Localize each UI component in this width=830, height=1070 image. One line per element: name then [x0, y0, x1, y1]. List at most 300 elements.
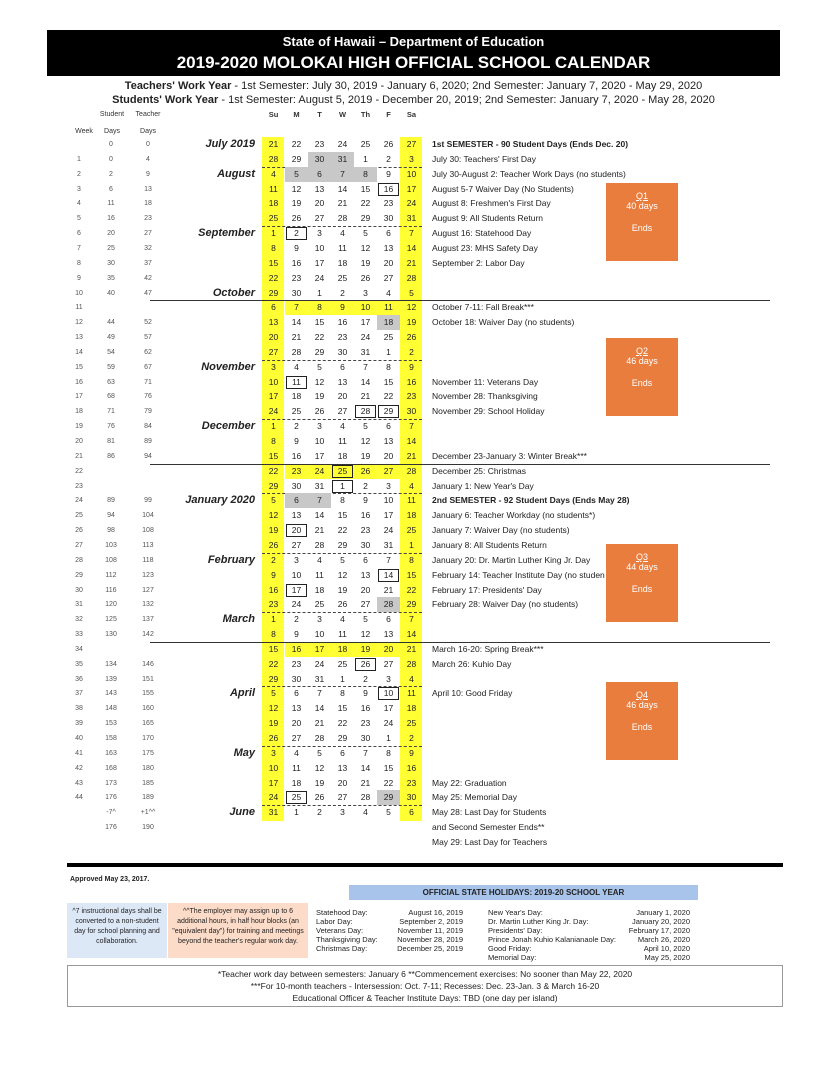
day-cell: 22	[406, 584, 417, 595]
day-cell: 17	[314, 257, 325, 268]
day-cell: 11	[315, 569, 324, 580]
event-text: 1st SEMESTER - 90 Student Days (Ends Dec. 20)	[432, 139, 629, 149]
student-days: 76	[107, 423, 115, 431]
day-cell: 10	[377, 686, 400, 701]
day-cell: 30	[308, 152, 331, 167]
student-days: 125	[105, 616, 117, 624]
calendar-row	[0, 360, 830, 375]
teacher-days: 142	[142, 631, 154, 639]
day-cell: 12	[406, 302, 417, 313]
department-title: State of Hawaii – Department of Education	[282, 34, 545, 49]
day-cell: 4	[294, 361, 299, 372]
day-cell: 2	[409, 346, 414, 357]
day-cell: 20	[291, 718, 302, 729]
day-cell: 18	[337, 450, 348, 461]
day-cell: 17	[383, 510, 394, 521]
day-cell: 22	[268, 272, 279, 283]
day-cell: 10	[314, 436, 325, 446]
day-cell: 30	[291, 287, 302, 298]
holiday-date: August 16, 2019	[408, 908, 463, 917]
quarter-ends: Ends	[631, 378, 653, 388]
students-work-year-text: - 1st Semester: August 5, 2019 - December 20, 2019; 2nd Semester: January 7, 2020 - May 28, 2020	[218, 94, 715, 106]
week-number: 1	[77, 155, 81, 163]
calendar-row	[0, 419, 830, 434]
day-cell: 16	[337, 317, 348, 328]
calendar-row	[0, 553, 830, 568]
teacher-days: 47	[144, 289, 152, 297]
event-text: February 17: Presidents' Day	[432, 584, 542, 595]
week-number: 10	[75, 289, 83, 297]
day-cell: 30	[291, 673, 302, 684]
day-cell: 26	[360, 272, 371, 283]
day-cell: 7	[386, 554, 391, 565]
day-cell: 3	[386, 673, 391, 684]
day-cell: 11	[292, 762, 301, 773]
day-cell: 13	[314, 183, 325, 194]
week-number: 17	[75, 393, 83, 401]
day-cell: 24	[360, 332, 371, 343]
day-cell: 3	[271, 361, 276, 372]
day-cell: 13	[268, 317, 279, 328]
day-header-5: F	[386, 110, 391, 119]
day-cell: 1	[317, 287, 322, 298]
student-days: 98	[107, 527, 115, 535]
week-number: 11	[75, 304, 83, 312]
day-cell: 9	[294, 436, 299, 446]
event-text: January 8: All Students Return	[432, 539, 547, 550]
quarter-days: 46 days	[626, 356, 658, 366]
day-cell: 14	[314, 510, 325, 521]
week-number: 18	[75, 408, 83, 416]
day-cell: 1	[386, 733, 391, 743]
teachers-work-year	[47, 79, 780, 93]
student-days: 94	[107, 512, 115, 520]
day-cell: 27	[291, 733, 302, 743]
day-cell: 8	[340, 495, 345, 506]
calendar-row	[0, 330, 830, 345]
day-cell: 19	[268, 718, 279, 729]
day-cell: 5	[317, 361, 322, 372]
event-text: May 28: Last Day for Students	[432, 807, 547, 818]
teacher-days: 76	[144, 393, 152, 401]
teacher-days: 190	[142, 824, 154, 832]
student-days: 153	[105, 720, 117, 728]
day-cell: 27	[268, 346, 279, 357]
day-cell: 2	[317, 807, 322, 818]
day-cell: 16	[285, 642, 308, 657]
day-cell: 7	[317, 688, 322, 699]
teacher-days: 170	[142, 735, 154, 742]
calendar-title: 2019-2020 MOLOKAI HIGH OFFICIAL SCHOOL CALENDAR	[176, 53, 651, 72]
day-cell: 28	[337, 213, 348, 224]
footnote-1: *Teacher work day between semesters: January 6 **Commencement exercises: No sooner than May 22, 2020	[217, 969, 633, 979]
holiday-date: November 28, 2019	[397, 935, 463, 944]
day-cell: 9	[271, 569, 276, 580]
quarter-divider	[150, 464, 770, 465]
calendar-row	[0, 256, 830, 271]
quarter-name: Q3	[635, 552, 648, 562]
quarter-ends: Ends	[631, 722, 653, 732]
day-cell: 7	[409, 614, 414, 625]
holiday-date: September 2, 2019	[399, 917, 463, 926]
teacher-days: 62	[144, 348, 152, 356]
day-cell: 13	[291, 510, 302, 521]
day-cell: 25	[360, 139, 371, 149]
note-equivalent-day: ^^The employer may assign up to 6 additional hours, in half hour blocks (an "equivalent day") for training and meetings beyond the teacher's regular work day.	[168, 903, 308, 958]
day-cell: 1	[271, 228, 276, 239]
quarter-box-4	[606, 682, 678, 760]
day-cell: 23	[291, 658, 302, 669]
day-cell: 27	[377, 464, 400, 479]
day-header-3: W	[338, 110, 347, 119]
week-number: 28	[75, 556, 83, 564]
day-cell: 8	[386, 361, 391, 372]
teacher-days: 99	[144, 497, 152, 505]
day-cell: 18	[291, 391, 302, 402]
week-number: 33	[75, 631, 83, 639]
teacher-days: 104	[142, 512, 154, 520]
student-days: 20	[107, 230, 115, 238]
day-cell: 23	[360, 525, 371, 536]
event-text: August 16: Statehood Day	[432, 228, 532, 239]
note-instructional-days: ^7 instructional days shall be converted to a non-student day for school planning and collaboration.	[67, 903, 167, 958]
day-cell: 6	[363, 554, 368, 565]
day-cell: 2	[363, 673, 368, 684]
day-cell: 11	[269, 183, 278, 194]
calendar-row	[0, 701, 830, 716]
day-cell: 16	[291, 257, 302, 268]
day-cell: 17	[360, 317, 371, 328]
day-cell: 23	[337, 332, 348, 343]
day-cell: 14	[337, 183, 348, 194]
day-cell: 27	[406, 139, 417, 149]
week-number: 38	[75, 705, 83, 713]
week-number: 20	[75, 438, 83, 445]
day-cell: 13	[360, 569, 371, 580]
teacher-days: 146	[142, 660, 154, 668]
day-cell: 26	[268, 539, 279, 550]
day-cell: 1	[340, 673, 345, 684]
teacher-days: 79	[144, 408, 152, 416]
week-number: 4	[77, 200, 81, 208]
day-cell: 14	[360, 762, 371, 773]
student-days: 163	[105, 749, 117, 757]
day-cell: 20	[268, 332, 279, 343]
day-cell: 2	[285, 226, 308, 241]
event-text: and Second Semester Ends**	[432, 822, 545, 833]
day-cell: 12	[291, 183, 302, 194]
day-cell: 11	[338, 629, 347, 640]
teacher-days-header	[128, 110, 168, 136]
event-text: January 20: Dr. Martin Luther King Jr. Day	[432, 554, 591, 565]
day-cell: 15	[268, 257, 279, 268]
day-cell: 17	[268, 777, 279, 788]
day-cell: 27	[337, 406, 348, 417]
teacher-days: 151	[142, 675, 154, 683]
day-cell: 24	[314, 272, 325, 283]
day-cell: 15	[383, 376, 394, 387]
day-cell: 12	[314, 376, 325, 387]
holiday-name: New Year's Day:	[488, 908, 543, 917]
day-cell: 22	[383, 777, 394, 788]
day-cell: 20	[383, 450, 394, 461]
week-number: 14	[75, 348, 83, 356]
day-cell: 24	[268, 792, 279, 803]
event-text: July 30-August 2: Teacher Work Days (no students)	[432, 168, 626, 179]
day-cell: 12	[360, 629, 371, 640]
day-cell: 29	[337, 539, 348, 550]
holidays-title: OFFICIAL STATE HOLIDAYS: 2019-20 SCHOOL YEAR	[349, 885, 698, 900]
day-cell: 11	[285, 375, 308, 390]
day-cell: 24	[383, 718, 394, 729]
teacher-days: 37	[144, 259, 152, 267]
calendar-row	[0, 286, 830, 301]
day-cell: 25	[291, 406, 302, 417]
day-cell: 26	[354, 464, 377, 479]
day-cell: 25	[406, 525, 417, 536]
week-number: 21	[75, 452, 83, 460]
day-cell: 12	[337, 569, 348, 580]
week-number: 30	[75, 586, 83, 594]
week-number: 36	[75, 675, 83, 683]
day-cell: 27	[383, 272, 394, 283]
week-number: 12	[75, 319, 83, 327]
calendar-row	[0, 196, 830, 211]
quarter-divider	[150, 642, 770, 643]
teacher-days: 155	[142, 690, 154, 698]
teacher-days: 84	[144, 423, 152, 431]
student-days: 89	[107, 497, 115, 505]
quarter-name: Q1	[635, 191, 648, 201]
holiday-name: Good Friday:	[488, 944, 532, 953]
teacher-days: 57	[144, 334, 152, 342]
day-cell: 16	[360, 703, 371, 714]
calendar-row	[0, 790, 830, 805]
calendar-row	[0, 523, 830, 538]
student-days: 25	[107, 244, 115, 252]
calendar-row	[0, 508, 830, 523]
title-banner	[47, 30, 780, 76]
student-days: 44	[107, 319, 115, 327]
day-cell: 7	[363, 747, 368, 758]
calendar-row	[0, 300, 830, 315]
day-cell: 15	[337, 703, 348, 714]
calendar-row	[0, 568, 830, 583]
calendar-row	[0, 820, 830, 835]
teacher-days: 175	[142, 749, 154, 757]
event-text: July 30: Teachers' First Day	[432, 153, 536, 164]
footnotes	[67, 965, 783, 1007]
day-cell: 25	[383, 332, 394, 343]
day-cell: 9	[294, 629, 299, 640]
day-cell: 21	[337, 198, 348, 209]
month-label: October	[212, 286, 255, 299]
day-cell: 20	[337, 777, 348, 788]
day-cell: 4	[271, 168, 276, 179]
event-text: October 18: Waiver Day (no students)	[432, 317, 575, 328]
day-cell: 17	[406, 183, 417, 194]
day-cell: 8	[354, 167, 377, 182]
event-text: November 28: Thanksgiving	[432, 391, 538, 402]
day-cell: 17	[268, 391, 279, 402]
calendar-row	[0, 612, 830, 627]
day-cell: 31	[314, 673, 325, 684]
day-cell: 1	[409, 539, 414, 550]
day-cell: 22	[268, 465, 279, 476]
calendar-row	[0, 226, 830, 241]
event-text: January 7: Waiver Day (no students)	[432, 525, 570, 536]
day-cell: 27	[360, 599, 371, 610]
teacher-days: 132	[142, 601, 154, 609]
day-cell: 18	[268, 198, 279, 209]
day-cell: 10	[291, 569, 302, 580]
student-days: 108	[105, 556, 117, 564]
student-days: 120	[105, 601, 117, 609]
week-number: 3	[77, 185, 81, 193]
week-number: 25	[75, 512, 83, 520]
day-cell: 13	[383, 629, 394, 640]
day-cell: 25	[268, 213, 279, 224]
calendar-row	[0, 657, 830, 672]
day-cell: 3	[317, 614, 322, 625]
event-text: March 26: Kuhio Day	[432, 658, 512, 669]
day-cell: 11	[377, 300, 400, 315]
day-cell: 24	[314, 658, 325, 669]
day-cell: 17	[314, 450, 325, 461]
day-cell: 16	[377, 182, 400, 197]
holiday-date: November 11, 2019	[397, 926, 463, 935]
day-cell: 25	[406, 718, 417, 729]
week-number: 37	[75, 690, 83, 698]
day-cell: 26	[268, 733, 279, 743]
calendar-row	[0, 389, 830, 404]
day-cell: 5	[340, 554, 345, 565]
day-cell: 24	[268, 406, 279, 417]
calendar-row	[0, 211, 830, 226]
event-text: May 29: Last Day for Teachers	[432, 836, 548, 847]
day-cell: 12	[360, 242, 371, 253]
month-label: December	[201, 420, 255, 433]
day-cell: 12	[360, 436, 371, 446]
day-cell: 6	[308, 167, 331, 182]
day-cell: 22	[268, 658, 279, 669]
day-cell: 21	[406, 643, 417, 654]
student-days: 6	[109, 185, 113, 193]
day-cell: 2	[340, 287, 345, 298]
day-cell: 20	[285, 523, 308, 538]
student-days: 130	[105, 631, 117, 639]
day-cell: 19	[337, 584, 348, 595]
day-cell: 15	[268, 450, 279, 461]
teacher-days: 113	[142, 541, 154, 549]
day-cell: 5	[363, 614, 368, 625]
event-text: January 1: New Year's Day	[432, 480, 534, 491]
day-cell: 11	[407, 495, 416, 506]
day-header-4: Th	[360, 110, 371, 119]
event-text: December 25: Christmas	[432, 465, 527, 476]
week-number: 13	[75, 334, 83, 342]
day-cell: 22	[383, 391, 394, 402]
day-cell: 1	[386, 346, 391, 357]
day-cell: 13	[291, 703, 302, 714]
teacher-days: 18	[144, 200, 152, 208]
student-days: 16	[107, 215, 115, 223]
students-work-year-label: Students' Work Year	[112, 94, 219, 106]
calendar-row	[0, 375, 830, 390]
day-header-1: M	[293, 110, 300, 119]
day-cell: 24	[383, 525, 394, 536]
day-cell: 8	[271, 436, 276, 446]
month-label: January 2020	[185, 494, 255, 507]
day-cell: 28	[406, 465, 417, 476]
calendar-row	[0, 761, 830, 776]
day-cell: 18	[377, 315, 400, 330]
day-cell: 14	[406, 629, 417, 640]
week-number: 40	[75, 735, 83, 742]
calendar-row	[0, 583, 830, 598]
day-cell: 20	[314, 198, 325, 209]
day-cell: 2	[363, 480, 368, 491]
day-cell: 17	[285, 583, 308, 598]
day-cell: 26	[354, 657, 377, 672]
day-cell: 10	[314, 242, 325, 253]
calendar-row	[0, 642, 830, 657]
student-days: 86	[107, 452, 115, 460]
day-cell: 31	[360, 346, 371, 357]
teacher-days: 160	[142, 705, 154, 713]
day-cell: 4	[317, 554, 322, 565]
teachers-work-year-label: Teachers' Work Year	[124, 80, 232, 92]
day-cell: 10	[383, 495, 394, 506]
day-cell: 26	[291, 213, 302, 224]
day-cell: 23	[268, 599, 279, 610]
day-cell: 8	[386, 747, 391, 758]
day-cell: 7	[308, 493, 331, 508]
event-text: February 28: Waiver Day (no students)	[432, 599, 579, 610]
day-cell: 1	[363, 153, 368, 164]
week-column-header: Week	[75, 128, 93, 135]
month-label: April	[229, 687, 255, 700]
day-header-6: Sa	[406, 110, 417, 119]
day-cell: 16	[360, 510, 371, 521]
day-cell: 6	[285, 493, 308, 508]
day-cell: 11	[338, 436, 347, 446]
calendar-row	[0, 182, 830, 197]
day-cell: 15	[314, 317, 325, 328]
day-cell: 6	[294, 688, 299, 699]
week-number: 7	[77, 244, 81, 252]
day-cell: 12	[268, 703, 279, 714]
teacher-days: 0	[146, 141, 150, 148]
student-days: 63	[107, 378, 115, 386]
day-cell: 25	[314, 599, 325, 610]
week-number: 16	[75, 378, 83, 386]
month-label: March	[222, 613, 255, 626]
day-cell: 3	[363, 287, 368, 298]
holiday-date: March 26, 2020	[637, 935, 690, 944]
day-cell: 30	[383, 213, 394, 224]
student-days: 176	[105, 824, 117, 832]
day-cell: 31	[268, 807, 279, 818]
day-cell: 3	[317, 421, 322, 432]
teacher-header-line1: Teacher	[135, 111, 161, 118]
day-cell: 22	[360, 198, 371, 209]
day-cell: 21	[291, 332, 302, 343]
day-cell: 29	[406, 599, 417, 610]
day-cell: 1	[331, 479, 354, 494]
month-label: July 2019	[205, 138, 255, 150]
calendar-row	[0, 345, 830, 360]
